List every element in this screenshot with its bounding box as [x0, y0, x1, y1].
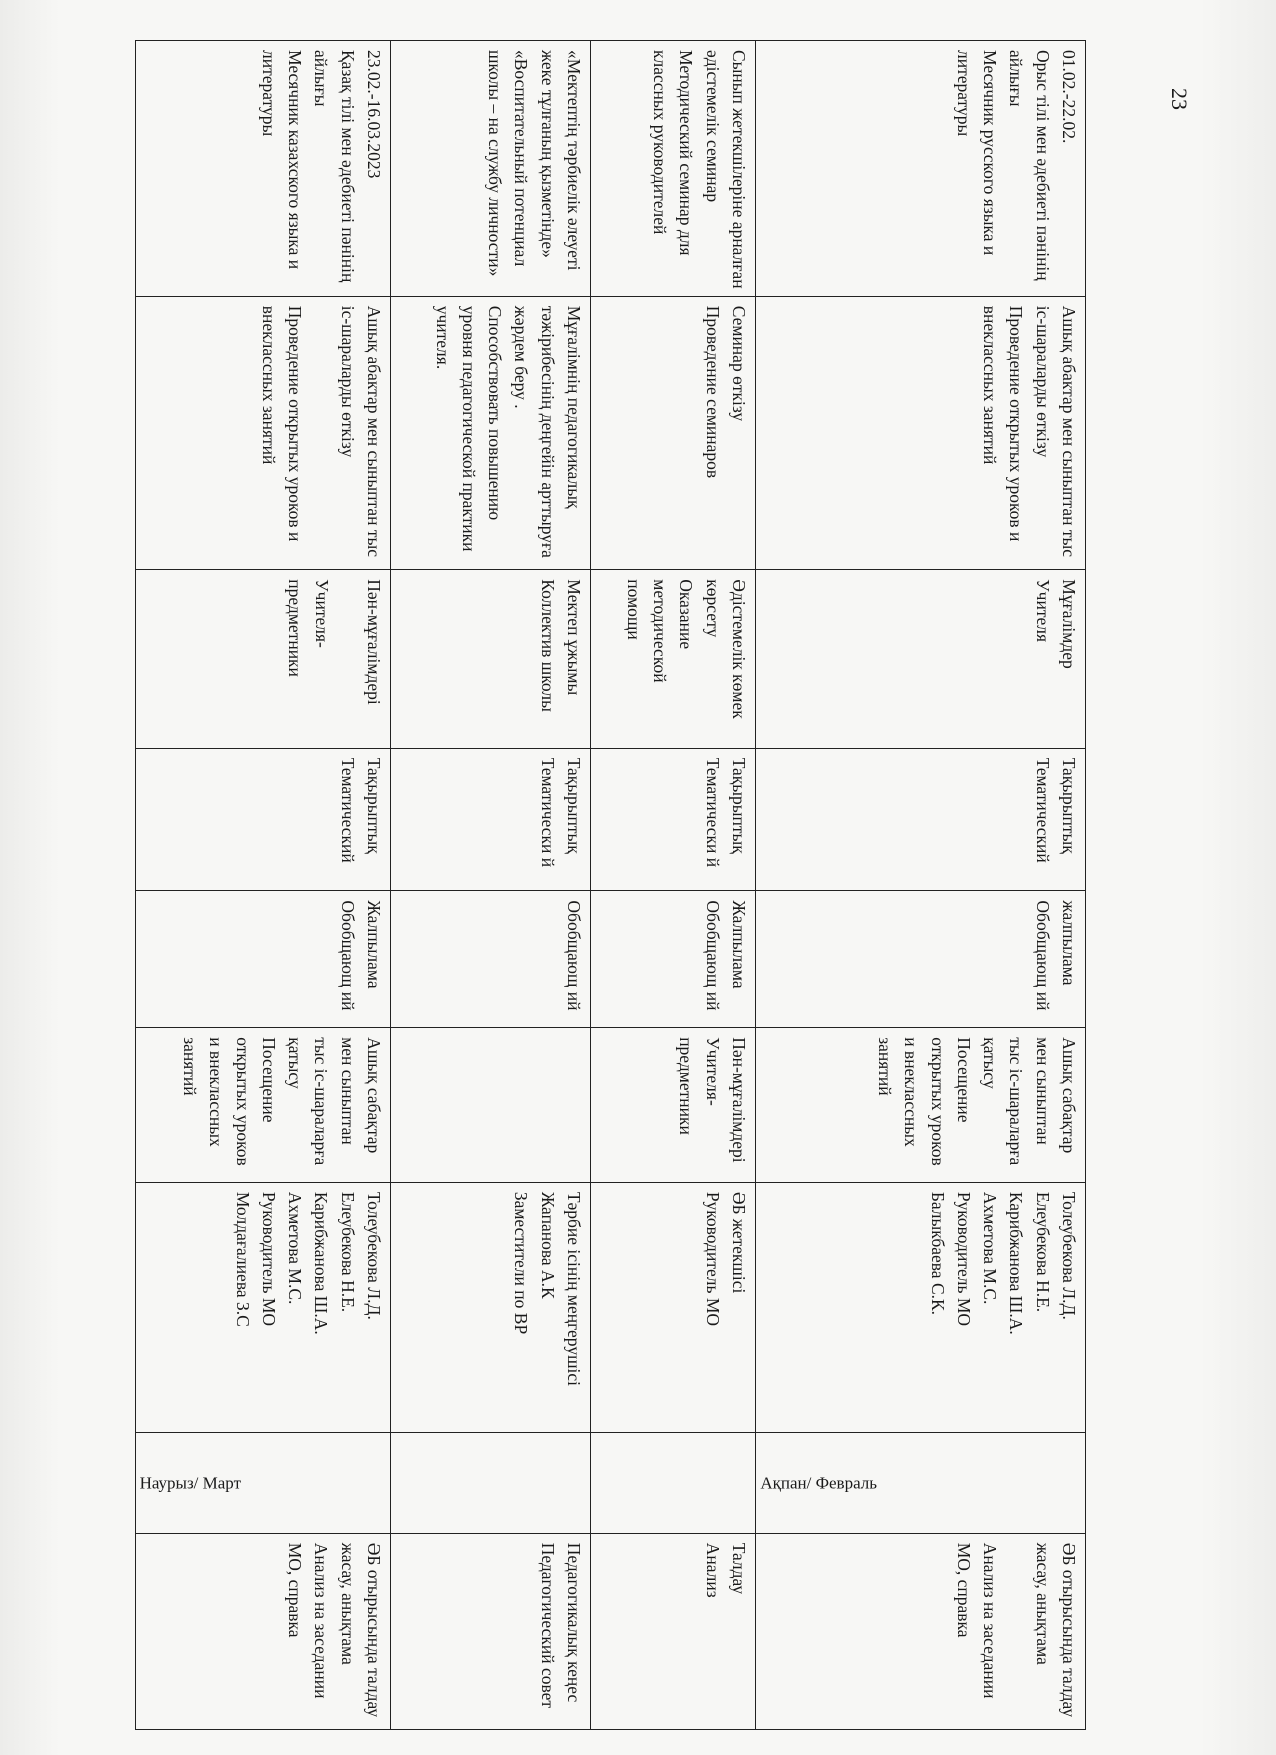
cell-text: Тәрбие ісінің меңгерушісі — [564, 1191, 584, 1387]
cell-text: Тақырыптық — [729, 757, 749, 854]
cell-method — [591, 1028, 756, 1183]
cell-type — [756, 748, 1086, 891]
cell-text: Ашық абактар мен сыныптан тыс іс-шараларды өткізу — [1032, 305, 1079, 562]
table-row — [756, 41, 1086, 1730]
cell-text: Учителя-предметники — [676, 1037, 723, 1135]
cell-method — [756, 1028, 1086, 1183]
cell-text: 23.02.-16.03.2023 — [364, 50, 384, 179]
cell-kind — [591, 891, 756, 1028]
cell-text: ӘБ отырысында талдау жасау, анықтама — [337, 1542, 384, 1722]
cell-text: Ахметова М.С. — [285, 1191, 306, 1305]
cell-text: Способствовать повышению уровня педагогической практики учителя. — [432, 305, 506, 556]
cell-text: Талдау — [729, 1542, 749, 1595]
month-label: Наурыз/ Март — [140, 1472, 242, 1492]
cell-text: Проведение открытых уроков и внеклассных занятий — [259, 305, 306, 546]
cell-text — [335, 579, 361, 740]
cell-text: Учителя — [1032, 579, 1053, 643]
cell-text: Обобщающ ий — [702, 900, 723, 1011]
cell-text: Карибжанова Ш.А. — [311, 1191, 332, 1335]
cell-responsible — [391, 1182, 591, 1432]
cell-responsible — [756, 1182, 1086, 1432]
cell-text: «Воспитательный потенциал школы – на службу личности» — [485, 50, 532, 277]
month-label: Ақпан/ Февраль — [760, 1472, 877, 1492]
table-row — [136, 41, 391, 1730]
cell-text: Толеубекова Л.Д. — [364, 1191, 384, 1320]
cell-text: Тематически й — [702, 757, 723, 868]
cell-text: ӘБ жетекшісі — [729, 1191, 749, 1294]
cell-text: Молдағалиева З.С — [232, 1191, 253, 1327]
control-plan-table — [135, 40, 1086, 1730]
cell-text: Тематически й — [537, 757, 558, 868]
cell-text: Обобщающ ий — [1032, 900, 1053, 1011]
cell-text: Обобщающ ий — [564, 900, 584, 1011]
cell-object — [756, 570, 1086, 748]
cell-text: Оказание методической помощи — [624, 579, 697, 687]
cell-event — [756, 41, 1086, 297]
cell-event — [591, 41, 756, 297]
cell-text: Қазақ тілі мен әдебиеті пәнінің айлығы — [311, 50, 358, 287]
cell-text — [1004, 1543, 1030, 1722]
cell-text: Семинар өткізу — [729, 305, 749, 422]
cell-text: Учителя-предметники — [285, 579, 332, 677]
cell-month — [136, 1432, 391, 1533]
cell-kind — [391, 891, 591, 1028]
cell-purpose — [136, 296, 391, 570]
cell-text: Обобщающ ий — [337, 900, 358, 1011]
cell-text: Руководитель МО — [259, 1191, 279, 1327]
cell-text: Месячник русского языка и литературы — [954, 50, 1001, 260]
cell-kind — [136, 891, 391, 1028]
cell-result — [756, 1533, 1086, 1729]
cell-kind — [756, 891, 1086, 1028]
cell-month — [756, 1432, 1086, 1533]
cell-text: Тақырыптық — [364, 757, 384, 854]
cell-text: Проведение семинаров — [702, 305, 723, 479]
cell-month — [391, 1432, 591, 1533]
cell-text: Тематический — [1032, 757, 1053, 863]
cell-text: Карибжанова Ш.А. — [1006, 1191, 1027, 1335]
cell-event — [136, 41, 391, 297]
cell-text: Пән-мұғалімдері — [729, 1037, 749, 1163]
cell-text: Жапанова А.К — [537, 1191, 558, 1299]
cell-text: Тақырыптық — [1059, 757, 1079, 854]
cell-object — [391, 570, 591, 748]
cell-method — [136, 1028, 391, 1183]
cell-result — [136, 1533, 391, 1729]
cell-object — [136, 570, 391, 748]
cell-text: «Мектептің тәрбиелік әлеуеті жеке тұлғаның қызметінде» — [537, 50, 584, 275]
cell-text: Пән-мұғалімдері — [364, 579, 384, 705]
cell-text: Мектеп ұжымы — [564, 579, 584, 696]
cell-text: Руководитель МО — [702, 1191, 723, 1327]
rotated-table-frame — [136, 40, 1086, 1730]
cell-text: Методический семинар для классных руководителей — [650, 50, 697, 260]
cell-object — [591, 570, 756, 748]
cell-text: Мұғалімдер — [1059, 579, 1079, 669]
cell-text: Ашық сабақтар мен сыныптан тыс іс-шараларға қатысу — [285, 1037, 384, 1170]
cell-text: Әдістемелік көмек көрсету — [702, 579, 749, 724]
cell-event — [391, 41, 591, 297]
cell-text: жалпылама — [1059, 900, 1079, 986]
cell-text: Елеубекова Н.Е. — [337, 1191, 358, 1313]
cell-text: Орыс тілі мен әдебиеті пәнінің айлығы — [1006, 50, 1053, 286]
cell-text — [309, 306, 335, 563]
cell-text: Тақырыптық — [564, 757, 584, 854]
cell-text: Месячник казахского языка и литературы — [259, 50, 306, 274]
page-number: 23 — [1167, 88, 1192, 110]
cell-text: Ахметова М.С. — [980, 1191, 1001, 1305]
cell-method — [391, 1028, 591, 1183]
cell-text: Ашық сабақтар мен сыныптан тыс іс-шараларға қатысу — [980, 1037, 1079, 1170]
cell-text: Педагогический совет — [537, 1542, 558, 1709]
cell-text: Елеубекова Н.Е. — [1032, 1191, 1053, 1313]
cell-type — [591, 748, 756, 891]
cell-month — [591, 1432, 756, 1533]
cell-text: Анализ на заседании МО, справка — [954, 1542, 1001, 1703]
cell-text: Ашық абактар мен сыныптан тыс іс-шараларды өткізу — [337, 305, 384, 562]
cell-type — [136, 748, 391, 891]
cell-result — [391, 1533, 591, 1729]
cell-text: Анализ на заседании МО, справка — [285, 1542, 332, 1703]
cell-text: Посещение открытых уроков и внеклассных занятий — [180, 1037, 279, 1171]
cell-purpose — [391, 296, 591, 570]
cell-text: 01.02.-22.02. — [1059, 50, 1079, 144]
cell-purpose — [591, 296, 756, 570]
cell-text: Мұғалімнің педагогикалық тәжірибесінің деңгейін арттыруға жәрдем беру . — [511, 305, 584, 563]
table-row — [391, 41, 591, 1730]
cell-purpose — [756, 296, 1086, 570]
cell-type — [391, 748, 591, 891]
cell-text: ӘБ отырысында талдау жасау, анықтама — [1032, 1542, 1079, 1722]
cell-text: Жалпылама — [364, 900, 384, 989]
cell-text: Анализ — [702, 1542, 723, 1598]
cell-text: Руководитель МО — [954, 1191, 974, 1327]
cell-responsible — [591, 1182, 756, 1432]
cell-text: Сынып жетекшілеріне арналған әдістемелік семинар — [702, 50, 749, 294]
cell-text: Педагогикалық кеңес — [564, 1542, 584, 1703]
cell-text: Проведение открытых уроков и внеклассных занятий — [980, 305, 1027, 546]
cell-result — [591, 1533, 756, 1729]
cell-text: Балыкбаева С.К. — [927, 1191, 948, 1316]
cell-text: Заместители по ВР — [511, 1191, 532, 1335]
cell-text: Жалпылама — [729, 900, 749, 989]
table-body — [136, 41, 1086, 1730]
table-row — [591, 41, 756, 1730]
cell-text: Толеубекова Л.Д. — [1059, 1191, 1079, 1320]
cell-text: Коллектив школы — [537, 579, 558, 712]
cell-text: Посещение открытых уроков и внеклассных занятий — [875, 1037, 974, 1171]
cell-text: Тематический — [337, 757, 358, 863]
cell-responsible — [136, 1182, 391, 1432]
